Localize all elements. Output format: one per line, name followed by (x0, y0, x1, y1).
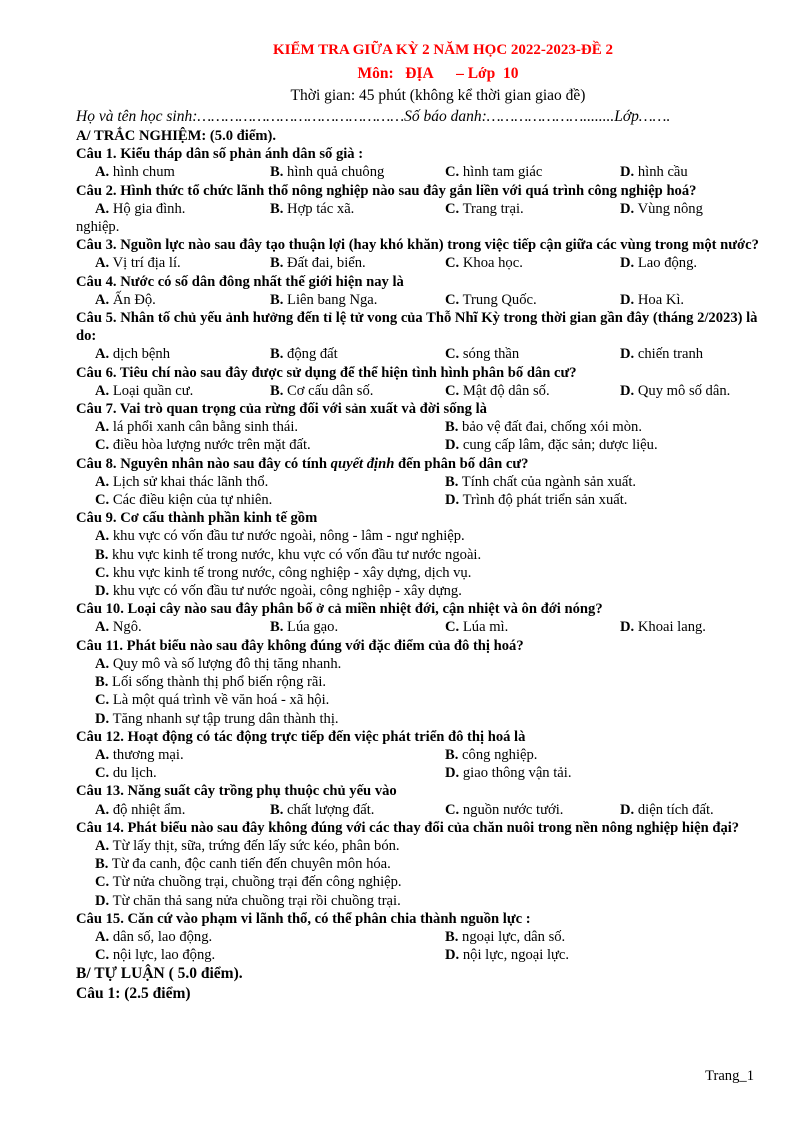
option-text: sóng thần (462, 346, 520, 363)
answer-option (270, 291, 445, 309)
answer-option (445, 418, 794, 436)
option-text: nguồn nước tưới. (462, 801, 564, 818)
option-letter: D. (620, 291, 635, 308)
option-text: Khoa học. (462, 255, 523, 272)
student-info-line: Họ và tên học sinh:………………………………………Số báo danh:…………………........Lớp……. (76, 108, 671, 125)
option-letter: C. (95, 437, 110, 454)
option-text: hình cầu (637, 164, 688, 181)
section-a-heading: A/ TRẮC NGHIỆM: (5.0 điểm). (76, 128, 276, 144)
option-letter: C. (445, 382, 460, 399)
answer-row (76, 837, 760, 855)
option-text: chất lượng đất. (287, 801, 375, 818)
question-11: Câu 11. Phát biểu nào sau đây không đúng với đặc điểm của đô thị hoá? (76, 637, 524, 654)
option-letter: B. (445, 746, 459, 763)
answer-option (620, 618, 794, 636)
option-text: Hợp tác xã. (287, 200, 355, 217)
option-letter: C. (445, 255, 460, 272)
answer-option (445, 946, 794, 964)
option-text: Các điều kiện của tự nhiên. (112, 492, 273, 509)
question-6: Câu 6. Tiêu chí nào sau đây được sử dụng để thể hiện tình hình phân bố dân cư? (76, 364, 577, 381)
answer-option (95, 746, 445, 764)
option-text: Lịch sử khai thác lãnh thổ. (112, 473, 269, 490)
option-letter: A. (95, 746, 110, 763)
answer-row (76, 345, 760, 363)
option-letter: A. (95, 928, 110, 945)
answer-option (445, 345, 620, 363)
answer-option (95, 546, 760, 564)
option-text: khu vực có vốn đầu tư nước ngoài, công nghiệp - xây dựng. (112, 583, 462, 600)
question-12: Câu 12. Hoạt động có tác động trực tiếp đến việc phát triển đô thị hoá là (76, 728, 526, 745)
option-letter: B. (270, 801, 284, 818)
answer-option (95, 946, 445, 964)
answer-option (95, 473, 445, 491)
option-text: điều hòa lượng nước trên mặt đất. (112, 437, 311, 454)
answer-row (76, 618, 760, 636)
option-text: dịch bệnh (112, 346, 171, 363)
option-text: bảo vệ đất đai, chống xói mòn. (462, 419, 642, 436)
question-text-part: đến phân bố dân cư? (394, 455, 529, 472)
answer-option (445, 254, 620, 272)
answer-row (76, 473, 760, 491)
answer-option (95, 655, 760, 673)
answer-option (270, 254, 445, 272)
option-text: ngoại lực, dân số. (462, 928, 566, 945)
question-2: Câu 2. Hình thức tổ chức lãnh thổ nông nghiệp nào sau đây gắn liền với quá trình công nghiệp hoá? (76, 182, 697, 199)
answer-option (445, 618, 620, 636)
answer-row (76, 655, 760, 673)
option-text: Lao động. (637, 255, 698, 272)
option-text: Là một quá trình về văn hoá - xã hội. (112, 692, 330, 709)
answer-option (95, 928, 445, 946)
answer-option (95, 618, 270, 636)
option-letter: B. (445, 928, 459, 945)
option-letter: D. (95, 710, 110, 727)
answer-row (76, 801, 760, 819)
option-letter: D. (95, 583, 110, 600)
option-text: hình tam giác (462, 164, 543, 181)
option-letter: A. (95, 291, 110, 308)
option-letter: B. (270, 164, 284, 181)
option-letter: A. (95, 255, 110, 272)
option-letter: A. (95, 382, 110, 399)
answer-option (95, 436, 445, 454)
answer-option (95, 418, 445, 436)
option-text: Trình độ phát triển sản xuất. (462, 492, 628, 509)
option-letter: C. (445, 291, 460, 308)
option-letter: A. (95, 801, 110, 818)
answer-row (76, 163, 760, 181)
answer-option (95, 345, 270, 363)
option-text: Lúa gạo. (287, 619, 339, 636)
option-text: Trang trại. (462, 200, 524, 217)
answer-row (76, 564, 760, 582)
answer-row (76, 546, 760, 564)
exam-subject: Môn: ĐỊA – Lớp 10 (357, 65, 519, 82)
answer-option (95, 254, 270, 272)
answer-option (270, 801, 445, 819)
option-letter: B. (445, 419, 459, 436)
option-text: khu vực kinh tế trong nước, công nghiệp - xây dựng, dịch vụ. (112, 564, 472, 581)
option-text: hình chum (112, 164, 175, 181)
question-8 (76, 455, 760, 473)
answer-row (76, 855, 760, 873)
answer-row (76, 254, 760, 272)
option-text: Từ lấy thịt, sữa, trứng đến lấy sức kéo, phân bón. (112, 837, 400, 854)
essay-question-1: Câu 1: (2.5 điểm) (76, 985, 191, 1003)
answer-option (445, 163, 620, 181)
option-letter: B. (270, 291, 284, 308)
question-3: Câu 3. Nguồn lực nào sau đây tạo thuận lợi (hay khó khăn) trong việc tiếp cận giữa các vùng trong một nước? (76, 237, 759, 254)
answer-option (95, 291, 270, 309)
option-letter: C. (445, 346, 460, 363)
option-text: dân số, lao động. (112, 928, 213, 945)
option-text: Từ chăn thả sang nửa chuồng trại rồi chuồng trại. (112, 892, 401, 909)
answer-row (76, 673, 760, 691)
option-letter: A. (95, 837, 110, 854)
answer-option (270, 382, 445, 400)
option-letter: C. (445, 200, 460, 217)
option-letter: D. (620, 801, 635, 818)
answer-option (95, 582, 760, 600)
question-5: Câu 5. Nhân tố chủ yếu ảnh hưởng đến tỉ lệ tử vong của Thỗ Nhĩ Kỳ trong thời gian gần đây (tháng 2/2023) là do: (76, 310, 758, 345)
answer-option (445, 491, 794, 509)
answer-row (76, 691, 760, 709)
option-text: hình quả chuông (287, 164, 385, 181)
option-letter: A. (95, 164, 110, 181)
answer-option (445, 291, 620, 309)
option-text: Tăng nhanh sự tập trung dân thành thị. (112, 710, 339, 727)
answer-row (76, 892, 760, 910)
question-text-part: Câu 8. Nguyên nhân nào sau đây có tính (76, 455, 331, 472)
option-text: diện tích đất. (637, 801, 714, 818)
answer-option (95, 855, 760, 873)
answer-option (445, 473, 794, 491)
option-letter: D. (620, 200, 635, 217)
option-letter: D. (620, 346, 635, 363)
answer-option (95, 673, 760, 691)
answer-option (445, 382, 620, 400)
answer-option (270, 618, 445, 636)
option-letter: D. (445, 492, 460, 509)
answer-option (95, 691, 760, 709)
option-text: động đất (287, 346, 338, 363)
answer-row (76, 491, 760, 509)
answer-row (76, 873, 760, 891)
option-text: Ngô. (112, 619, 142, 636)
option-text: Ấn Độ. (112, 291, 156, 308)
answer-row (76, 527, 760, 545)
option-letter: C. (95, 874, 110, 891)
option-letter: B. (95, 856, 109, 873)
option-letter: B. (270, 619, 284, 636)
option-continuation: nghiệp. (76, 219, 120, 236)
exam-time: Thời gian: 45 phút (không kể thời gian giao đề) (290, 87, 586, 104)
option-letter: C. (95, 564, 110, 581)
answer-option (95, 892, 760, 910)
option-text: Lối sống thành thị phổ biến rộng rãi. (112, 674, 327, 691)
answer-option (270, 200, 445, 218)
option-letter: A. (95, 346, 110, 363)
answer-row (76, 582, 760, 600)
answer-row (76, 746, 760, 764)
option-letter: D. (445, 765, 460, 782)
answer-option (95, 564, 760, 582)
exam-title: KIỂM TRA GIỮA KỲ 2 NĂM HỌC 2022-2023-ĐỀ 2 (272, 42, 613, 58)
option-text: nội lực, ngoại lực. (462, 947, 570, 964)
option-letter: B. (270, 346, 284, 363)
option-letter: C. (445, 619, 460, 636)
option-text: du lịch. (112, 765, 157, 782)
question-15: Câu 15. Căn cứ vào phạm vi lãnh thổ, có thể phân chia thành nguồn lực : (76, 910, 531, 927)
answer-option (620, 801, 794, 819)
option-text: lá phổi xanh cân bằng sinh thái. (112, 419, 299, 436)
option-letter: A. (95, 655, 110, 672)
option-letter: B. (445, 473, 459, 490)
option-text: Từ nửa chuồng trại, chuồng trại đến công nghiệp. (112, 874, 402, 891)
answer-option (620, 254, 794, 272)
answer-row (76, 764, 760, 782)
option-letter: D. (620, 619, 635, 636)
option-text: thương mại. (112, 746, 184, 763)
answer-option (95, 873, 760, 891)
option-letter: B. (270, 382, 284, 399)
answer-option (620, 345, 794, 363)
answer-row (76, 418, 760, 436)
option-letter: A. (95, 619, 110, 636)
answer-option (95, 200, 270, 218)
answer-row (76, 291, 760, 309)
option-text: khu vực kinh tế trong nước, khu vực có vốn đầu tư nước ngoài. (112, 546, 482, 563)
answer-option (95, 527, 760, 545)
option-text: Tính chất của ngành sản xuất. (461, 473, 637, 490)
question-9: Câu 9. Cơ cấu thành phần kinh tế gồm (76, 510, 318, 527)
answer-option (445, 801, 620, 819)
answer-option (620, 163, 794, 181)
question-14: Câu 14. Phát biểu nào sau đây không đúng với các thay đổi của chăn nuôi trong nền nông nghiệp hiện đại? (76, 819, 740, 836)
option-letter: B. (95, 674, 109, 691)
option-text: Trung Quốc. (462, 291, 537, 308)
answer-option (95, 837, 760, 855)
answer-option (270, 163, 445, 181)
answer-option (270, 345, 445, 363)
option-text: Cơ cấu dân số. (287, 382, 374, 399)
exam-page (76, 40, 760, 1004)
option-text: Mật độ dân số. (462, 382, 550, 399)
answer-row (76, 382, 760, 400)
option-text: độ nhiệt ẩm. (112, 801, 186, 818)
option-text: khu vực có vốn đầu tư nước ngoài, nông - lâm - ngư nghiệp. (112, 528, 465, 545)
option-letter: D. (620, 382, 635, 399)
option-text: Hộ gia đình. (112, 200, 186, 217)
option-letter: B. (270, 200, 284, 217)
option-letter: A. (95, 528, 110, 545)
answer-row (76, 946, 760, 964)
answer-option (445, 436, 794, 454)
answer-option (620, 200, 794, 218)
option-text: Vùng nông (637, 200, 703, 217)
page-number: Trang_1 (705, 1068, 754, 1084)
option-text: Vị trí địa lí. (112, 255, 181, 272)
option-letter: A. (95, 473, 110, 490)
option-letter: B. (95, 546, 109, 563)
option-text: công nghiệp. (462, 746, 538, 763)
option-letter: D. (620, 164, 635, 181)
option-text: Lúa mì. (462, 619, 509, 636)
option-text: chiến tranh (637, 346, 704, 363)
answer-option (620, 382, 794, 400)
answer-option (95, 710, 760, 728)
answer-option (95, 801, 270, 819)
answer-row (76, 928, 760, 946)
answer-option (620, 291, 794, 309)
question-7: Câu 7. Vai trò quan trọng của rừng đối với sản xuất và đời sống là (76, 401, 487, 418)
answer-option (445, 928, 794, 946)
option-letter: D. (95, 892, 110, 909)
option-text: Liên bang Nga. (287, 291, 378, 308)
answer-option (95, 163, 270, 181)
option-letter: C. (95, 947, 110, 964)
option-letter: C. (95, 492, 110, 509)
option-text: Quy mô và số lượng đô thị tăng nhanh. (112, 655, 342, 672)
option-text: cung cấp lâm, đặc sản; dược liệu. (462, 437, 658, 454)
question-10: Câu 10. Loại cây nào sau đây phân bố ở cả miền nhiệt đới, cận nhiệt và ôn đới nóng? (76, 601, 603, 618)
option-text: nội lực, lao động. (112, 947, 216, 964)
question-text-part: quyết định (330, 455, 395, 472)
answer-row (76, 710, 760, 728)
question-13: Câu 13. Năng suất cây trồng phụ thuộc chủ yếu vào (76, 783, 397, 800)
question-4: Câu 4. Nước có số dân đông nhất thế giới hiện nay là (76, 273, 404, 290)
answer-option (95, 764, 445, 782)
answer-row (76, 436, 760, 454)
option-letter: C. (95, 692, 110, 709)
answer-option (95, 382, 270, 400)
option-letter: C. (445, 801, 460, 818)
option-letter: D. (620, 255, 635, 272)
option-text: Đất đai, biển. (287, 255, 366, 272)
option-text: Loại quần cư. (112, 382, 194, 399)
option-letter: A. (95, 419, 110, 436)
option-text: Từ đa canh, độc canh tiến đến chuyên môn hóa. (111, 856, 391, 873)
answer-option (445, 200, 620, 218)
answer-row (76, 200, 760, 218)
option-letter: D. (445, 947, 460, 964)
option-text: Quy mô số dân. (637, 382, 731, 399)
option-letter: C. (445, 164, 460, 181)
question-list (76, 145, 760, 964)
option-text: Hoa Kì. (637, 291, 685, 308)
answer-option (95, 491, 445, 509)
section-b-heading: B/ TỰ LUẬN ( 5.0 điểm). (76, 965, 243, 983)
question-1: Câu 1. Kiểu tháp dân số phản ánh dân số già : (76, 146, 364, 163)
option-letter: A. (95, 200, 110, 217)
answer-option (445, 764, 794, 782)
option-letter: C. (95, 765, 110, 782)
option-text: giao thông vận tải. (462, 765, 572, 782)
option-letter: B. (270, 255, 284, 272)
option-letter: D. (445, 437, 460, 454)
answer-option (445, 746, 794, 764)
option-text: Khoai lang. (637, 619, 706, 636)
